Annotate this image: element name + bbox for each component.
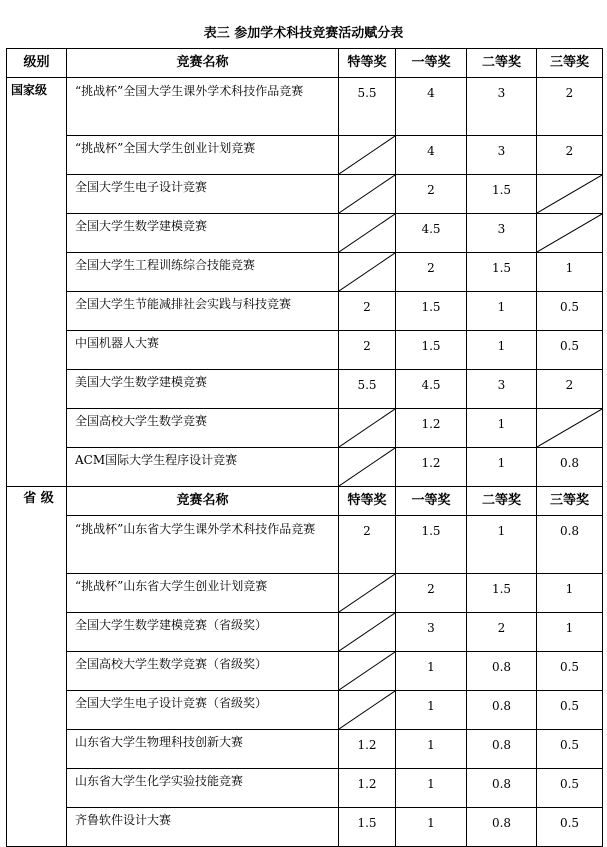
score-second: 1 <box>467 409 537 448</box>
table-row <box>7 808 603 847</box>
score-third: 0.8 <box>537 516 603 574</box>
table-row <box>7 409 603 448</box>
score-first: 2 <box>396 574 467 613</box>
header-first: 一等奖 <box>396 487 467 516</box>
table-row <box>7 613 603 652</box>
competition-name: 山东省大学生化学实验技能竞赛 <box>67 769 339 808</box>
diagonal-slash <box>339 136 395 174</box>
competition-name: 美国大学生数学建模竞赛 <box>67 370 339 409</box>
score-third: 0.5 <box>537 292 603 331</box>
score-first: 4 <box>396 78 467 136</box>
competition-name: “挑战杯”山东省大学生创业计划竞赛 <box>67 574 339 613</box>
score-second: 3 <box>467 214 537 253</box>
level-provincial: 省 级 <box>7 487 67 847</box>
header-special: 特等奖 <box>339 49 396 78</box>
score-special: 2 <box>339 516 396 574</box>
score-second: 0.8 <box>467 808 537 847</box>
empty-cell-special <box>339 214 396 253</box>
competition-name: 中国机器人大赛 <box>67 331 339 370</box>
diagonal-slash <box>339 175 395 213</box>
empty-cell-special <box>339 136 396 175</box>
score-third: 0.5 <box>537 769 603 808</box>
provincial-header-row <box>7 487 603 516</box>
score-first: 4 <box>396 136 467 175</box>
score-second: 3 <box>467 136 537 175</box>
header-name: 竞赛名称 <box>67 487 339 516</box>
score-special: 2 <box>339 292 396 331</box>
competition-name: 全国大学生电子设计竞赛（省级奖） <box>67 691 339 730</box>
score-first: 4.5 <box>396 370 467 409</box>
table-row <box>7 331 603 370</box>
empty-cell-special <box>339 253 396 292</box>
header-special: 特等奖 <box>339 487 396 516</box>
table-row <box>7 516 603 574</box>
diagonal-slash <box>537 214 602 252</box>
diagonal-slash <box>537 175 602 213</box>
competition-name: 全国大学生数学建模竞赛 <box>67 214 339 253</box>
table-row <box>7 253 603 292</box>
score-third: 0.8 <box>537 448 603 487</box>
header-level: 级别 <box>7 49 67 78</box>
score-special: 5.5 <box>339 370 396 409</box>
score-first: 3 <box>396 613 467 652</box>
score-third: 0.5 <box>537 331 603 370</box>
empty-cell-special <box>339 175 396 214</box>
score-first: 2 <box>396 253 467 292</box>
score-first: 4.5 <box>396 214 467 253</box>
empty-cell-special <box>339 613 396 652</box>
score-second: 1.5 <box>467 574 537 613</box>
score-first: 1 <box>396 769 467 808</box>
score-third: 0.5 <box>537 691 603 730</box>
score-second: 0.8 <box>467 769 537 808</box>
score-first: 1 <box>396 652 467 691</box>
score-special: 1.5 <box>339 808 396 847</box>
table-row <box>7 175 603 214</box>
empty-cell-special <box>339 409 396 448</box>
score-third: 1 <box>537 253 603 292</box>
table-title: 表三 参加学术科技竞赛活动赋分表 <box>203 26 404 41</box>
competition-name: 全国大学生节能减排社会实践与科技竞赛 <box>67 292 339 331</box>
score-second: 0.8 <box>467 652 537 691</box>
diagonal-slash <box>339 613 395 651</box>
score-second: 0.8 <box>467 691 537 730</box>
score-first: 1 <box>396 730 467 769</box>
header-first: 一等奖 <box>396 49 467 78</box>
empty-cell-special <box>339 691 396 730</box>
table-row <box>7 370 603 409</box>
competition-name: 全国高校大学生数学竞赛（省级奖） <box>67 652 339 691</box>
header-second: 二等奖 <box>467 49 537 78</box>
competition-name: “挑战杯”全国大学生创业计划竞赛 <box>67 136 339 175</box>
diagonal-slash <box>339 448 395 486</box>
table-row <box>7 136 603 175</box>
score-special: 5.5 <box>339 78 396 136</box>
score-third: 2 <box>537 78 603 136</box>
score-first: 1.2 <box>396 409 467 448</box>
diagonal-slash <box>339 574 395 612</box>
level-national: 国家级 <box>7 78 67 487</box>
empty-cell-third <box>537 409 603 448</box>
table-row <box>7 574 603 613</box>
score-first: 2 <box>396 175 467 214</box>
competition-name: 全国大学生数学建模竞赛（省级奖） <box>67 613 339 652</box>
competition-name: ACM国际大学生程序设计竞赛 <box>67 448 339 487</box>
score-third: 0.5 <box>537 730 603 769</box>
table-row <box>7 448 603 487</box>
score-special: 2 <box>339 331 396 370</box>
competition-name: “挑战杯”山东省大学生课外学术科技作品竞赛 <box>67 516 339 574</box>
table-row <box>7 652 603 691</box>
score-second: 1 <box>467 516 537 574</box>
score-first: 1 <box>396 691 467 730</box>
table-row <box>7 769 603 808</box>
score-third: 0.5 <box>537 808 603 847</box>
score-table <box>6 48 603 847</box>
header-second: 二等奖 <box>467 487 537 516</box>
competition-name: 齐鲁软件设计大赛 <box>67 808 339 847</box>
score-second: 3 <box>467 370 537 409</box>
table-row <box>7 292 603 331</box>
score-second: 1 <box>467 331 537 370</box>
competition-name: “挑战杯”全国大学生课外学术科技作品竞赛 <box>67 78 339 136</box>
diagonal-slash <box>339 691 395 729</box>
competition-name: 全国高校大学生数学竞赛 <box>67 409 339 448</box>
score-third: 1 <box>537 574 603 613</box>
diagonal-slash <box>339 652 395 690</box>
competition-name: 山东省大学生物理科技创新大赛 <box>67 730 339 769</box>
diagonal-slash <box>339 253 395 291</box>
score-first: 1.5 <box>396 516 467 574</box>
empty-cell-third <box>537 175 603 214</box>
score-first: 1 <box>396 808 467 847</box>
table-row <box>7 691 603 730</box>
diagonal-slash <box>339 214 395 252</box>
score-third: 0.5 <box>537 652 603 691</box>
score-third: 1 <box>537 613 603 652</box>
score-special: 1.2 <box>339 730 396 769</box>
empty-cell-special <box>339 448 396 487</box>
national-header-row <box>7 49 603 78</box>
score-second: 1.5 <box>467 253 537 292</box>
table-row <box>7 730 603 769</box>
score-first: 1.5 <box>396 292 467 331</box>
empty-cell-special <box>339 652 396 691</box>
score-second: 1.5 <box>467 175 537 214</box>
competition-name: 全国大学生电子设计竞赛 <box>67 175 339 214</box>
score-first: 1.2 <box>396 448 467 487</box>
score-second: 3 <box>467 78 537 136</box>
header-third: 三等奖 <box>537 49 603 78</box>
score-second: 1 <box>467 292 537 331</box>
diagonal-slash <box>339 409 395 447</box>
table-row <box>7 214 603 253</box>
score-third: 2 <box>537 370 603 409</box>
score-first: 1.5 <box>396 331 467 370</box>
header-name: 竞赛名称 <box>67 49 339 78</box>
score-second: 0.8 <box>467 730 537 769</box>
empty-cell-third <box>537 214 603 253</box>
diagonal-slash <box>537 409 602 447</box>
score-special: 1.2 <box>339 769 396 808</box>
header-third: 三等奖 <box>537 487 603 516</box>
table-row <box>7 78 603 136</box>
score-second: 2 <box>467 613 537 652</box>
score-second: 1 <box>467 448 537 487</box>
empty-cell-special <box>339 574 396 613</box>
score-third: 2 <box>537 136 603 175</box>
competition-name: 全国大学生工程训练综合技能竞赛 <box>67 253 339 292</box>
